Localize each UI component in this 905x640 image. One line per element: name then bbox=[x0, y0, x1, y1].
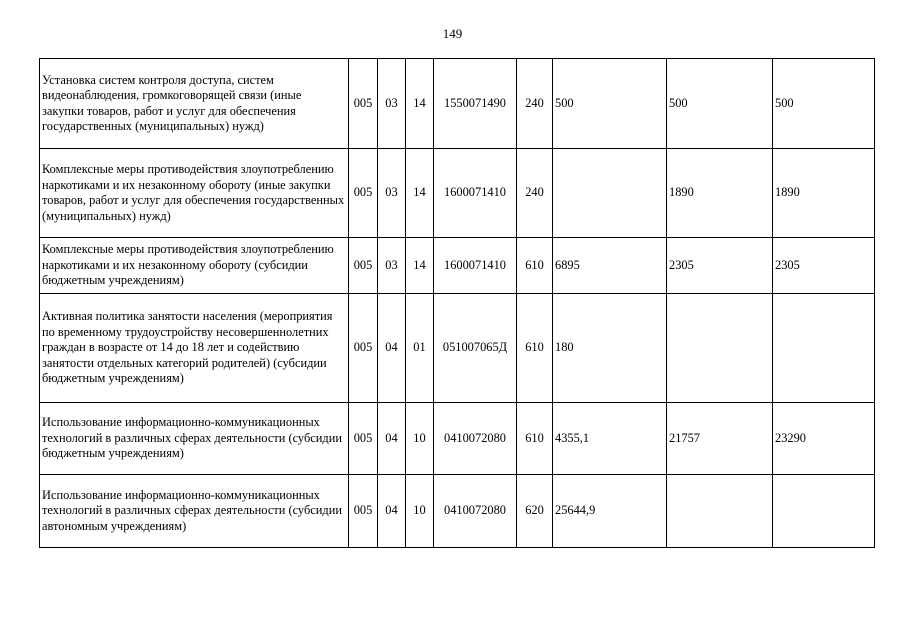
section-code: 04 bbox=[378, 294, 406, 403]
subsection-code: 10 bbox=[406, 475, 434, 548]
expense-type-code: 610 bbox=[517, 294, 553, 403]
amount-year-1: 25644,9 bbox=[553, 475, 667, 548]
department-code: 005 bbox=[349, 475, 378, 548]
department-code: 005 bbox=[349, 59, 378, 149]
subsection-code: 14 bbox=[406, 149, 434, 238]
subsection-code: 01 bbox=[406, 294, 434, 403]
section-code: 03 bbox=[378, 238, 406, 294]
amount-year-2 bbox=[667, 475, 773, 548]
amount-year-3: 23290 bbox=[773, 403, 875, 475]
amount-year-2 bbox=[667, 294, 773, 403]
expense-type-code: 610 bbox=[517, 403, 553, 475]
table-row bbox=[40, 475, 875, 548]
subsection-code: 10 bbox=[406, 403, 434, 475]
section-code: 04 bbox=[378, 403, 406, 475]
target-article-code: 1600071410 bbox=[434, 149, 517, 238]
table-row bbox=[40, 403, 875, 475]
table-row bbox=[40, 149, 875, 238]
amount-year-3: 1890 bbox=[773, 149, 875, 238]
department-code: 005 bbox=[349, 238, 378, 294]
section-code: 04 bbox=[378, 475, 406, 548]
row-description: Активная политика занятости населения (мероприятия по временному трудоустройству несовершеннолетних граждан в возрасте от 14 до 18 лет и содействию занятости отдельных категорий родителей) (субсидии бюджетным учреждениям) bbox=[40, 294, 349, 403]
amount-year-3: 2305 bbox=[773, 238, 875, 294]
expense-type-code: 610 bbox=[517, 238, 553, 294]
amount-year-2: 500 bbox=[667, 59, 773, 149]
section-code: 03 bbox=[378, 149, 406, 238]
target-article-code: 1600071410 bbox=[434, 238, 517, 294]
amount-year-3 bbox=[773, 294, 875, 403]
amount-year-2: 21757 bbox=[667, 403, 773, 475]
amount-year-1: 4355,1 bbox=[553, 403, 667, 475]
amount-year-1: 6895 bbox=[553, 238, 667, 294]
target-article-code: 1550071490 bbox=[434, 59, 517, 149]
table-row bbox=[40, 238, 875, 294]
department-code: 005 bbox=[349, 149, 378, 238]
department-code: 005 bbox=[349, 294, 378, 403]
expense-type-code: 240 bbox=[517, 149, 553, 238]
row-description: Установка систем контроля доступа, систем видеонаблюдения, громкоговорящей связи (иные закупки товаров, работ и услуг для обеспечения государственных (муниципальных) нужд) bbox=[40, 59, 349, 149]
amount-year-2: 1890 bbox=[667, 149, 773, 238]
amount-year-1 bbox=[553, 149, 667, 238]
table-row bbox=[40, 294, 875, 403]
amount-year-1: 180 bbox=[553, 294, 667, 403]
expense-type-code: 620 bbox=[517, 475, 553, 548]
subsection-code: 14 bbox=[406, 238, 434, 294]
section-code: 03 bbox=[378, 59, 406, 149]
expense-type-code: 240 bbox=[517, 59, 553, 149]
row-description: Комплексные меры противодействия злоупотреблению наркотиками и их незаконному обороту (субсидии бюджетным учреждениям) bbox=[40, 238, 349, 294]
row-description: Использование информационно-коммуникационных технологий в различных сферах деятельности (субсидии бюджетным учреждениям) bbox=[40, 403, 349, 475]
budget-table bbox=[39, 58, 875, 548]
amount-year-3 bbox=[773, 475, 875, 548]
page-number: 149 bbox=[442, 26, 463, 41]
row-description: Комплексные меры противодействия злоупотреблению наркотиками и их незаконному обороту (иные закупки товаров, работ и услуг для обеспечения государственных (муниципальных) нужд) bbox=[40, 149, 349, 238]
amount-year-3: 500 bbox=[773, 59, 875, 149]
table-row bbox=[40, 59, 875, 149]
target-article-code: 0410072080 bbox=[434, 403, 517, 475]
target-article-code: 0410072080 bbox=[434, 475, 517, 548]
amount-year-2: 2305 bbox=[667, 238, 773, 294]
department-code: 005 bbox=[349, 403, 378, 475]
subsection-code: 14 bbox=[406, 59, 434, 149]
target-article-code: 051007065Д bbox=[434, 294, 517, 403]
row-description: Использование информационно-коммуникационных технологий в различных сферах деятельности (субсидии автономным учреждениям) bbox=[40, 475, 349, 548]
amount-year-1: 500 bbox=[553, 59, 667, 149]
